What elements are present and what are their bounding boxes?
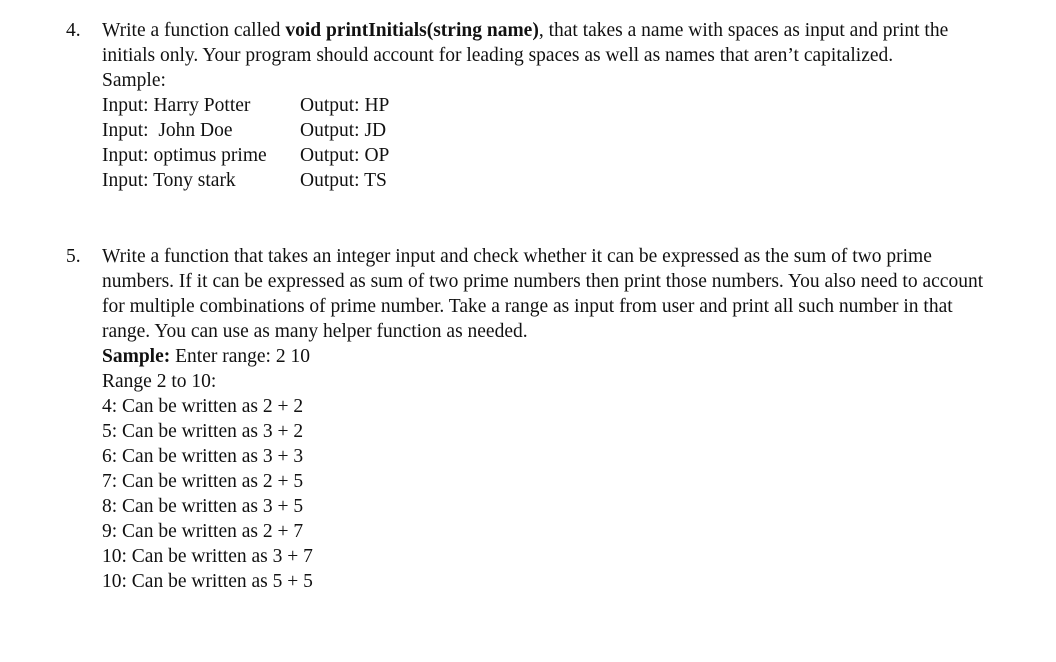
question-5-sample-range: Enter range: 2 10 (170, 346, 310, 367)
question-4-sample-label: Sample: (102, 70, 166, 91)
sample-input: Input: John Doe (102, 120, 233, 141)
result-line: 7: Can be written as 2 + 5 (102, 471, 304, 492)
result-line: 5: Can be written as 3 + 2 (102, 421, 304, 442)
sample-output: Output: JD (300, 120, 387, 141)
result-line: 10: Can be written as 5 + 5 (102, 571, 313, 592)
function-signature: void printInitials(string name) (285, 20, 539, 41)
question-5-body (102, 244, 1032, 594)
sample-row (102, 168, 1032, 193)
question-4-number: 4. (66, 20, 81, 41)
question-5-sample-label: Sample: (102, 346, 171, 367)
question-5-number: 5. (66, 246, 81, 267)
sample-output: Output: HP (300, 95, 390, 116)
question-4-line-2: initials only. Your program should account for leading spaces as well as names that aren’t capitalized. (102, 45, 894, 66)
sample-row (102, 93, 1032, 118)
sample-row (102, 118, 1032, 143)
sample-output: Output: TS (300, 170, 387, 191)
question-4-line-1 (102, 18, 1032, 43)
result-line: 8: Can be written as 3 + 5 (102, 496, 304, 517)
sample-input: Input: Tony stark (102, 170, 236, 191)
question-5-sample-line (102, 344, 1032, 369)
result-line: 4: Can be written as 2 + 2 (102, 396, 304, 417)
question-4-text-prefix: Write a function called (102, 20, 286, 41)
question-4-body (102, 18, 1032, 193)
question-5-line: Write a function that takes an integer input and check whether it can be expressed as the sum of two prime (102, 246, 932, 267)
question-5-line: for multiple combinations of prime number. Take a range as input from user and print all such number in that (102, 296, 953, 317)
sample-row (102, 143, 1032, 168)
sample-input: Input: optimus prime (102, 145, 267, 166)
sample-output: Output: OP (300, 145, 390, 166)
question-5-line: range. You can use as many helper function as needed. (102, 321, 528, 342)
result-line: 6: Can be written as 3 + 3 (102, 446, 304, 467)
question-5-line: numbers. If it can be expressed as sum of two prime numbers then print those numbers. You also need to account (102, 271, 984, 292)
result-line: 10: Can be written as 3 + 7 (102, 546, 313, 567)
result-line: 9: Can be written as 2 + 7 (102, 521, 304, 542)
question-4-text-suffix: , that takes a name with spaces as input and print the (538, 20, 949, 41)
question-5-range-line: Range 2 to 10: (102, 371, 217, 392)
sample-input: Input: Harry Potter (102, 95, 251, 116)
